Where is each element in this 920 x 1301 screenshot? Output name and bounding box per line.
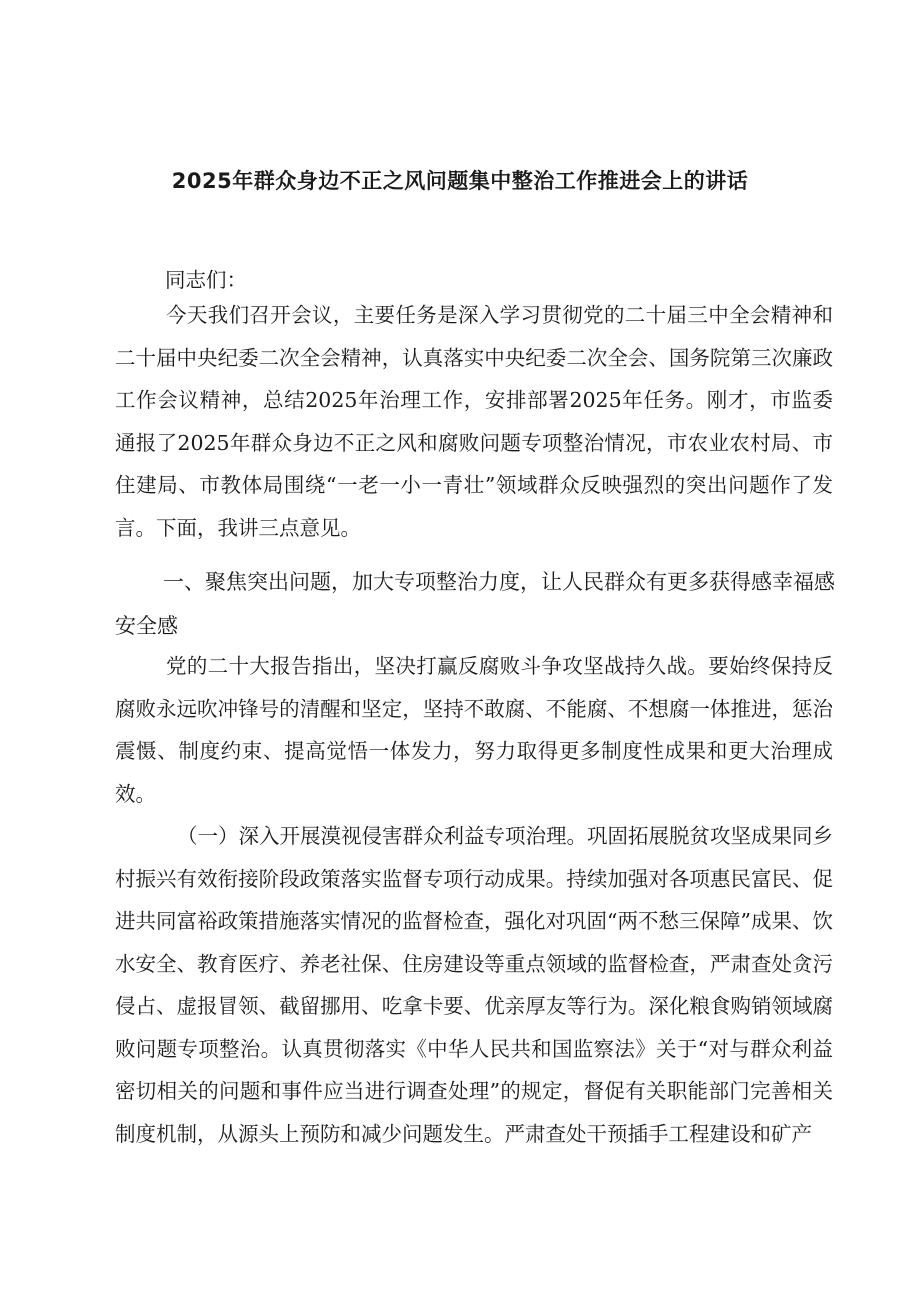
paragraph-intro-text: 今天我们召开会议，主要任务是深入学习贯彻党的二十届三中全会精神和二十届中央纪委二次全会精神，认真落实中央纪委二次全会、国务院第三次廉政工作会议精神，总结2025年治理工作，安排部署2025年任务。刚才，市监委通报了2025年群众身边不正之风和腐败问题专项整治情况，市农业农村局、市住建局、市教体局围绕“一老一小一青壮”领域群众反映强烈的突出问题作了发言。下面，我讲三点意见。 xyxy=(115,303,833,540)
section-heading-1: 一、聚焦突出问题，加大专项整治力度，让人民群众有更多获得感幸福感安全感 xyxy=(115,570,835,638)
paragraph-subsection-1-text: （一）深入开展漠视侵害群众利益专项治理。巩固拓展脱贫攻坚成果同乡村振兴有效衔接阶段政策落实监督专项行动成果。持续加强对各项惠民富民、促进共同富裕政策措施落实情况的监督检查，强化对巩固“两不愁三保障”成果、饮水安全、教育医疗、养老社保、住房建设等重点领域的监督检查，严肃查处贪污侵占、虚报冒领、截留挪用、吃拿卡要、优亲厚友等行为。深化粮食购销领域腐败问题专项整治。认真贯彻落实《中华人民共和国监察法》关于“对与群众利益密切相关的问题和事件应当进行调查处理”的规定，督促有关职能部门完善相关制度机制，从源头上预防和减少问题发生。严肃查处干预插手工程建设和矿产 xyxy=(115,824,833,1146)
paragraph-subsection-1 xyxy=(115,815,833,1155)
document-title: 2025年群众身边不正之风问题集中整治工作推进会上的讲话 xyxy=(171,169,749,193)
paragraph-section1-intro xyxy=(115,645,833,815)
paragraph-intro xyxy=(115,294,833,549)
salutation: 同志们： xyxy=(165,268,247,292)
paragraph-section1-intro-text: 党的二十大报告指出，坚决打赢反腐败斗争攻坚战持久战。要始终保持反腐败永远吹冲锋号的清醒和坚定，坚持不敢腐、不能腐、不想腐一体推进，惩治震慑、制度约束、提高觉悟一体发力，努力取得更多制度性成果和更大治理成效。 xyxy=(115,654,833,806)
